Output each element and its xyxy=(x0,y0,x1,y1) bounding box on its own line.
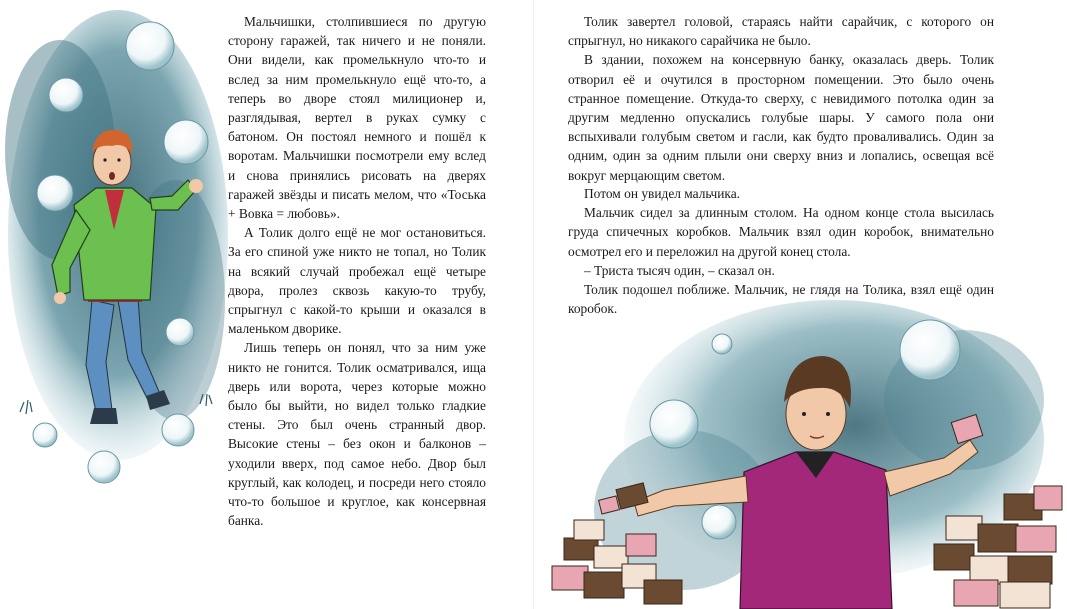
paragraph: Мальчишки, столпившиеся по другую сторону гаражей, так ничего и не поняли. Они видели, как промелькнуло что-то и вслед за ним промелькнуло ещё что-то, а теперь во дворе стоял милиционер и, разглядывая, вертел в руках сумку с батоном. Он постоял немного и пошёл к воротам. Мальчишки посмотрели ему вслед и снова принялись рисовать на дверях гаражей звёзды и писать мелом, что «Тоська + Вовка = любовь». xyxy=(228,14,486,222)
paragraph: Лишь теперь он понял, что за ним уже никто не гонится. Толик осматривался, ища дверь или ворота, через которые можно было бы выйти, но видел только гладкие стены. Это был очень странный двор. Высокие стены – без окон и балконов – уходили вверх, под самое небо. Двор был круглый, как колодец, и посреди него стояло что-то большое и круглое, как консервная банка. xyxy=(228,340,486,529)
paragraph: Толик завертел головой, стараясь найти сарайчик, с которого он спрыгнул, но никакого сарайчика не было. xyxy=(568,14,994,49)
right-text-top xyxy=(568,12,994,185)
right-page xyxy=(534,0,1067,609)
left-text-column xyxy=(228,12,486,530)
paragraph: Толик подошел поближе. Мальчик, не глядя на Толика, взял ещё один коробок. xyxy=(568,282,994,317)
paragraph: Мальчик сидел за длинным столом. На одном конце стола высилась груда спичечных коробков. Мальчик взял один коробок, внимательно осмотрел его и переложил на другой конец стола. xyxy=(568,205,994,259)
paragraph: Потом он увидел мальчика. xyxy=(584,186,741,201)
illustration-running-boy xyxy=(0,0,230,500)
illustration-boy-with-matchboxes xyxy=(534,290,1067,609)
paragraph: В здании, похожем на консервную банку, оказалась дверь. Толик отворил её и очутился в просторном помещении. Это было очень странное помещение. Откуда-то сверху, с невидимого потолка один за другим медленно опускались голубые шары. У самого пола они вспыхивали голубым светом и гасли, как будто проваливались. Один за одним, один за одним плыли они сверху вниз и лопались, освещая всё вокруг мерцающим светом. xyxy=(568,52,994,183)
left-page xyxy=(0,0,533,609)
paragraph: – Триста тысяч один, – сказал он. xyxy=(584,262,775,278)
paragraph: А Толик долго ещё не мог остановиться. За его спиной уже никто не топал, но Толик на всякий случай пробежал ещё четыре двора, пролез сквозь какую-то трубу, спрыгнул с какой-то крыши и оказался в маленьком дворике. xyxy=(228,225,486,337)
